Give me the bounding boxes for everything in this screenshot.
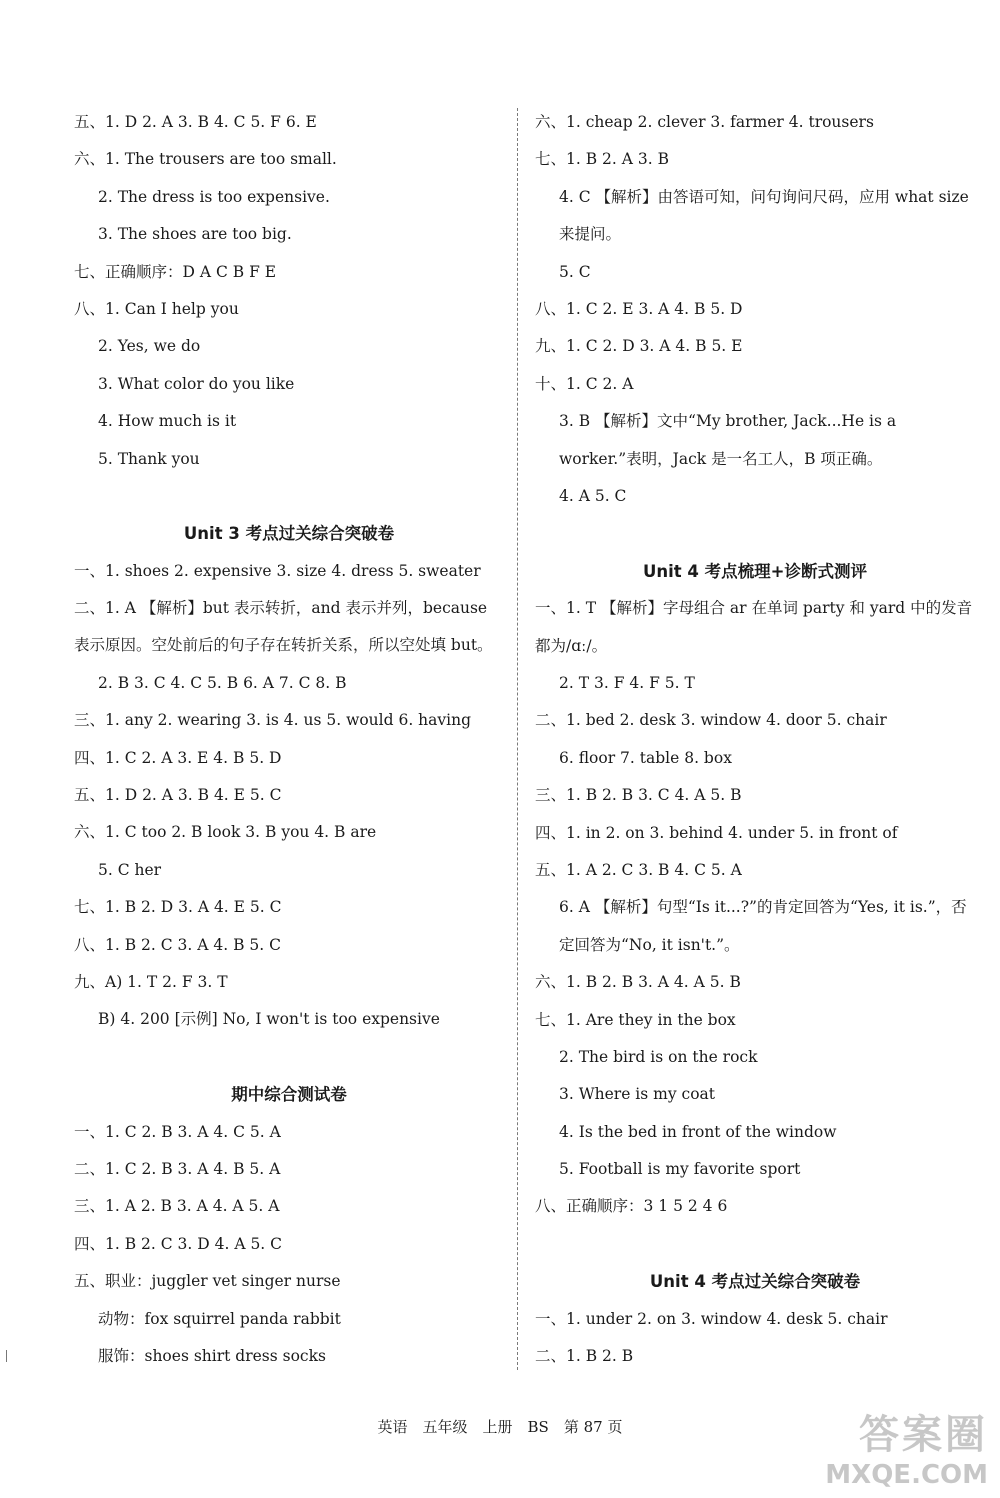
answer-line: 2. The dress is too expensive. bbox=[98, 187, 330, 206]
answer-line: 二、1. B 2. B bbox=[535, 1347, 634, 1366]
answer-line: 服饰：shoes shirt dress socks bbox=[98, 1346, 326, 1365]
answer-line: 3. The shoes are too big. bbox=[98, 225, 292, 244]
answer-line: 四、1. B 2. C 3. D 4. A 5. C bbox=[74, 1234, 283, 1253]
answer-line: 动物：fox squirrel panda rabbit bbox=[98, 1309, 341, 1328]
section-spacer bbox=[74, 478, 504, 515]
answer-line: 六、1. C too 2. B look 3. B you 4. B are bbox=[74, 823, 377, 842]
answer-line: 3. Where is my coat bbox=[559, 1085, 716, 1104]
answer-line: 二、1. A 【解析】but 表示转折，and 表示并列，because 表示原因。空处前后的句子存在转折关系，所以空处填 but。 bbox=[74, 599, 493, 655]
answer-line: 二、1. C 2. B 3. A 4. B 5. A bbox=[74, 1159, 281, 1178]
watermark-text: 答案圈 bbox=[859, 1412, 988, 1458]
section-heading: 期中综合测试卷 bbox=[231, 1085, 347, 1105]
answer-line: 2. T 3. F 4. F 5. T bbox=[559, 673, 695, 692]
section-spacer bbox=[535, 515, 975, 552]
answer-line: 五、职业：juggler vet singer nurse bbox=[74, 1272, 341, 1291]
answer-line: 五、1. A 2. C 3. B 4. C 5. A bbox=[535, 860, 742, 879]
answer-line: 八、1. C 2. E 3. A 4. B 5. D bbox=[535, 299, 743, 318]
answer-line: 一、1. T 【解析】字母组合 ar 在单词 party 和 yard 中的发音都为/ɑː/。 bbox=[535, 599, 973, 655]
answer-line: 3. What color do you like bbox=[98, 374, 295, 393]
answer-line: 5. Football is my favorite sport bbox=[559, 1160, 801, 1179]
answer-line: B) 4. 200 [示例] No, I won't is too expensive bbox=[98, 1010, 440, 1029]
answer-line: 4. How much is it bbox=[98, 412, 237, 431]
section-heading: Unit 3 考点过关综合突破卷 bbox=[183, 524, 395, 544]
section-spacer bbox=[535, 1226, 975, 1263]
section-heading: Unit 4 考点过关综合突破卷 bbox=[649, 1272, 861, 1292]
right-column bbox=[535, 104, 975, 1375]
watermark-url: MXQE.COM bbox=[825, 1460, 988, 1490]
watermark-logo bbox=[825, 1403, 988, 1490]
answer-line: 一、1. under 2. on 3. window 4. desk 5. chair bbox=[535, 1309, 888, 1328]
answer-line: 2. B 3. C 4. C 5. B 6. A 7. C 8. B bbox=[98, 673, 347, 692]
answer-line: 3. B 【解析】文中“My brother, Jack...He is a worker.”表明，Jack 是一名工人，B 项正确。 bbox=[559, 412, 897, 468]
answer-line: 七、1. Are they in the box bbox=[535, 1010, 736, 1029]
answer-line: 四、1. C 2. A 3. E 4. B 5. D bbox=[74, 748, 282, 767]
answer-line: 九、A) 1. T 2. F 3. T bbox=[74, 973, 228, 992]
answer-line: 4. A 5. C bbox=[559, 486, 627, 505]
edge-mark bbox=[6, 1350, 7, 1362]
section-heading: Unit 4 考点梳理+诊断式测评 bbox=[643, 561, 867, 581]
answer-line: 5. C bbox=[559, 262, 591, 281]
answer-line: 八、1. B 2. C 3. A 4. B 5. C bbox=[74, 935, 281, 954]
left-column bbox=[74, 104, 504, 1375]
answer-line: 八、1. Can I help you bbox=[74, 299, 239, 318]
answer-line: 一、1. shoes 2. expensive 3. size 4. dress 5. sweater bbox=[74, 561, 481, 580]
answer-line: 七、1. B 2. D 3. A 4. E 5. C bbox=[74, 898, 282, 917]
answer-line: 十、1. C 2. A bbox=[535, 374, 634, 393]
column-divider bbox=[517, 108, 518, 1370]
answer-line: 八、正确顺序：3 1 5 2 4 6 bbox=[535, 1197, 728, 1216]
answer-line: 七、1. B 2. A 3. B bbox=[535, 150, 669, 169]
answer-line: 4. Is the bed in front of the window bbox=[559, 1122, 837, 1141]
answer-line: 五、1. D 2. A 3. B 4. C 5. F 6. E bbox=[74, 113, 317, 131]
answer-line: 5. C her bbox=[98, 860, 162, 879]
answer-line: 五、1. D 2. A 3. B 4. E 5. C bbox=[74, 786, 282, 805]
answer-line: 6. A 【解析】句型“Is it...?”的肯定回答为“Yes, it is.”，否定回答为“No, it isn't.”。 bbox=[559, 898, 967, 954]
answer-line: 七、正确顺序：D A C B F E bbox=[74, 262, 277, 281]
answer-line: 六、1. B 2. B 3. A 4. A 5. B bbox=[535, 973, 741, 992]
answer-line: 6. floor 7. table 8. box bbox=[559, 748, 732, 767]
answer-line: 一、1. C 2. B 3. A 4. C 5. A bbox=[74, 1122, 281, 1141]
answer-line: 三、1. B 2. B 3. C 4. A 5. B bbox=[535, 786, 742, 805]
answer-line: 2. The bird is on the rock bbox=[559, 1047, 758, 1066]
answer-line: 5. Thank you bbox=[98, 449, 200, 468]
section-spacer bbox=[74, 1039, 504, 1076]
answer-line: 三、1. A 2. B 3. A 4. A 5. A bbox=[74, 1197, 280, 1216]
answer-line: 4. C 【解析】由答语可知，问句询问尺码，应用 what size 来提问。 bbox=[559, 187, 969, 244]
answer-line: 2. Yes, we do bbox=[98, 337, 201, 356]
page-footer: 英语 五年级 上册 BS 第 87 页 bbox=[377, 1418, 623, 1436]
answer-line: 三、1. any 2. wearing 3. is 4. us 5. would 6. having bbox=[74, 711, 472, 730]
answer-line: 二、1. bed 2. desk 3. window 4. door 5. chair bbox=[535, 711, 887, 730]
answer-line: 九、1. C 2. D 3. A 4. B 5. E bbox=[535, 337, 743, 356]
answer-line: 四、1. in 2. on 3. behind 4. under 5. in front of bbox=[535, 823, 898, 842]
answer-line: 六、1. The trousers are too small. bbox=[74, 150, 337, 169]
answer-line: 六、1. cheap 2. clever 3. farmer 4. trousers bbox=[535, 113, 874, 131]
